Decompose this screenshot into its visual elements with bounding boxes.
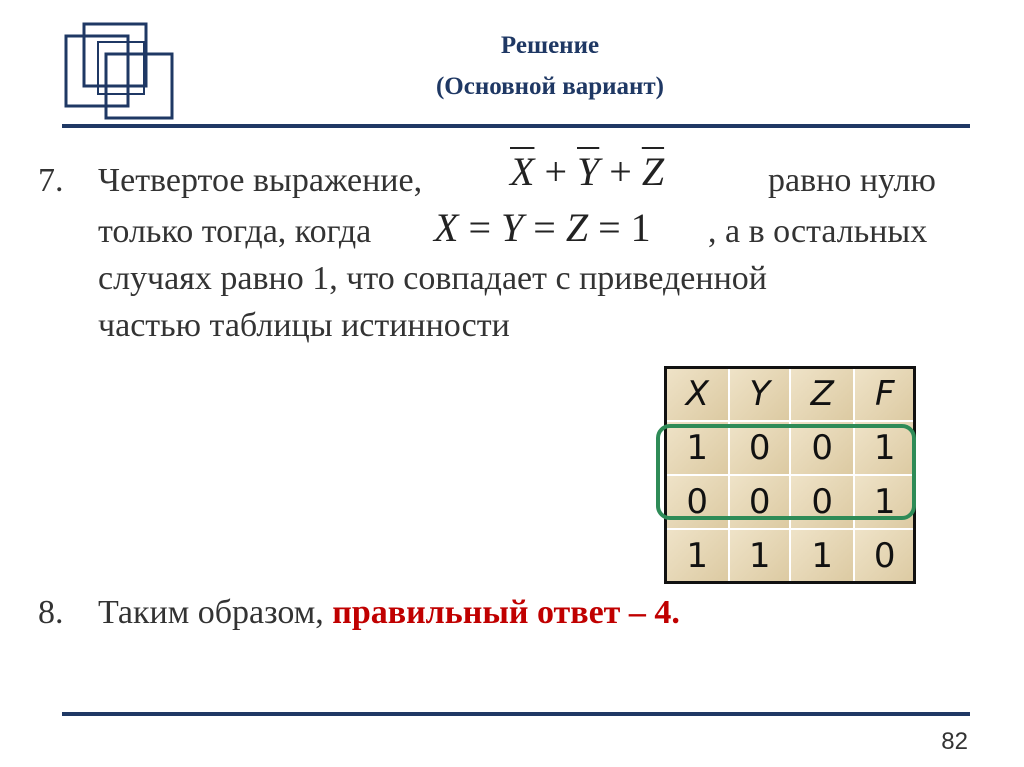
top-divider [62,124,970,128]
table-cell: 0 [729,475,790,529]
table-row [665,529,915,583]
page-number: 82 [941,728,968,755]
table-cell: 0 [854,529,915,583]
header-cell: F [854,367,915,421]
table-cell: 1 [729,529,790,583]
item-8-text [98,594,680,632]
header-cell: Y [729,367,790,421]
item-7-line2-end: , а в остальных [708,213,928,250]
slide-title: Решение [500,32,600,59]
correct-answer: правильный ответ – 4. [332,594,680,631]
item-7-line3-text: случаях равно 1, что совпадает с приведенной [98,260,767,297]
item-7-line2-text: только тогда, когда [98,213,372,250]
overlapping-squares-icon [64,22,176,122]
table-cell: 0 [790,475,854,529]
highlighted-rows-frame [656,424,916,520]
item-8-number: 8. [38,594,64,631]
table-cell: 1 [854,421,915,475]
item-8-lead: Таким образом, [98,594,324,631]
table-cell: 1 [854,475,915,529]
item-7-line1-end: равно нулю [768,162,936,199]
table-cell: 1 [665,421,729,475]
item-7-number: 7. [38,162,64,199]
item-7-line4-text: частью таблицы истинности [98,307,510,344]
header-cell: Z [790,367,854,421]
table-cell: 1 [665,529,729,583]
header-cell: X [665,367,729,421]
truth-table-header-row [665,367,915,421]
table-cell: 1 [790,529,854,583]
slide-subtitle: (Основной вариант) [435,73,665,100]
formula-not-x-plus-not-y-plus-not-z: $\overline{X} + \overline{Y} + \overline{Z}$ [510,149,665,194]
table-cell: 0 [665,475,729,529]
item-7-line1-text: Четвертое выражение, [98,162,423,199]
table-cell: 0 [790,421,854,475]
table-cell: 0 [729,421,790,475]
formula-x-eq-y-eq-z-eq-1: X = Y = Z = 1 [434,205,651,250]
bottom-divider [62,712,970,716]
